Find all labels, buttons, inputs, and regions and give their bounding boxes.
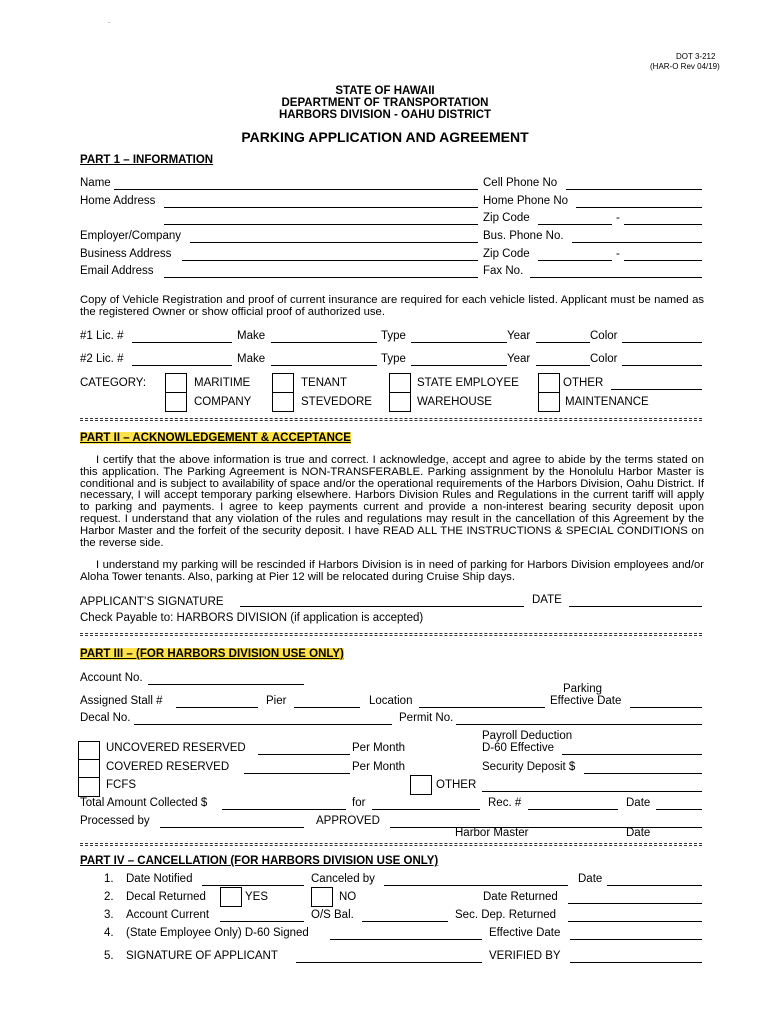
year2-label: Year xyxy=(507,353,531,365)
security-deposit-label: Security Deposit $ xyxy=(482,761,576,773)
section-divider xyxy=(80,633,702,636)
other-checkbox[interactable] xyxy=(538,373,560,393)
company-label: COMPANY xyxy=(194,396,252,408)
color2-label: Color xyxy=(590,353,618,365)
processed-by-label: Processed by xyxy=(80,815,150,827)
approved-label: APPROVED xyxy=(316,815,380,827)
home-phone-label: Home Phone No xyxy=(483,195,569,207)
business-zip-label: Zip Code xyxy=(483,248,530,260)
assigned-stall-field[interactable] xyxy=(176,707,258,708)
tenant-label: TENANT xyxy=(301,377,347,389)
make2-field[interactable] xyxy=(271,365,377,366)
header-department: DEPARTMENT OF TRANSPORTATION xyxy=(281,97,489,109)
make1-field[interactable] xyxy=(271,342,377,343)
assigned-stall-label: Assigned Stall # xyxy=(80,695,163,707)
home-zip-label: Zip Code xyxy=(483,212,530,224)
item2-number: 2. xyxy=(104,891,114,903)
date-notified-field[interactable] xyxy=(202,885,304,886)
no-label: NO xyxy=(339,891,357,903)
verified-by-field[interactable] xyxy=(570,962,702,963)
warehouse-label: WAREHOUSE xyxy=(417,396,492,408)
uncovered-reserved-label: UNCOVERED RESERVED xyxy=(106,742,246,754)
account-no-label: Account No. xyxy=(80,672,143,684)
scan-speck: . xyxy=(108,16,111,25)
type2-label: Type xyxy=(381,353,406,365)
home-zip4-field[interactable] xyxy=(624,224,702,225)
signature-date-label: DATE xyxy=(532,594,562,606)
covered-amount-field[interactable] xyxy=(244,773,350,774)
account-current-field[interactable] xyxy=(220,921,304,922)
bus-phone-field[interactable] xyxy=(572,242,702,243)
type2-field[interactable] xyxy=(411,365,507,366)
part3-other-checkbox[interactable] xyxy=(410,775,432,795)
business-address-field[interactable] xyxy=(182,260,478,261)
fax-field[interactable] xyxy=(530,277,702,278)
part4-effective-date-label: Effective Date xyxy=(489,927,561,939)
approved-date-caption: Date xyxy=(626,827,651,839)
location-field[interactable] xyxy=(419,707,545,708)
applicant-signature-field[interactable] xyxy=(240,606,524,607)
other-field[interactable] xyxy=(611,389,702,390)
zip-dash: - xyxy=(616,248,620,260)
section-divider xyxy=(80,843,702,846)
location-label: Location xyxy=(369,695,413,707)
category-label: CATEGORY: xyxy=(80,377,147,389)
signature-of-applicant-field[interactable] xyxy=(296,962,482,963)
processed-by-field[interactable] xyxy=(160,827,304,828)
part3-title: PART III – (FOR HARBORS DIVISION USE ONLY) xyxy=(80,648,344,660)
home-address-field[interactable] xyxy=(164,207,478,208)
decal-yes-checkbox[interactable] xyxy=(220,887,242,907)
tenant-checkbox[interactable] xyxy=(272,373,294,393)
canceled-date-label: Date xyxy=(578,873,603,885)
signature-date-field[interactable] xyxy=(569,606,702,607)
signature-of-applicant-label: SIGNATURE OF APPLICANT xyxy=(126,950,278,962)
rec-date-label: Date xyxy=(626,797,651,809)
business-zip-field[interactable] xyxy=(538,260,612,261)
rec-field[interactable] xyxy=(528,809,618,810)
header-state: STATE OF HAWAII xyxy=(335,85,435,97)
lic1-label: #1 Lic. # xyxy=(80,330,124,342)
stevedore-label: STEVEDORE xyxy=(301,396,372,408)
employer-label: Employer/Company xyxy=(80,230,181,242)
item1-number: 1. xyxy=(104,873,114,885)
fax-label: Fax No. xyxy=(483,265,524,277)
item3-number: 3. xyxy=(104,909,114,921)
account-current-label: Account Current xyxy=(126,909,210,921)
d60-signed-label: (State Employee Only) D-60 Signed xyxy=(126,927,309,939)
decal-no-checkbox[interactable] xyxy=(311,887,333,907)
cell-phone-field[interactable] xyxy=(566,189,702,190)
security-deposit-field[interactable] xyxy=(584,773,702,774)
uncovered-reserved-checkbox[interactable] xyxy=(78,741,100,761)
covered-reserved-checkbox[interactable] xyxy=(78,759,100,779)
state-employee-label: STATE EMPLOYEE xyxy=(417,377,519,389)
rescind-paragraph: I understand my parking will be rescinded if Harbors Division is in need of parking for Harbors Division employees and/or Aloha Tower tenants. Also, parking at Pier 12 will be relocated during Cruise Ship days. xyxy=(80,559,704,583)
company-checkbox[interactable] xyxy=(165,392,187,412)
maritime-label: MARITIME xyxy=(194,377,251,389)
for-label: for xyxy=(352,797,366,809)
zip-dash: - xyxy=(616,212,620,224)
rec-date-field[interactable] xyxy=(656,809,702,810)
approved-field[interactable] xyxy=(390,827,702,828)
form-revision: (HAR-O Rev 04/19) xyxy=(650,62,720,71)
for-field[interactable] xyxy=(372,809,480,810)
color1-label: Color xyxy=(590,330,618,342)
yes-label: YES xyxy=(245,891,269,903)
make2-label: Make xyxy=(237,353,266,365)
form-code: DOT 3-212 xyxy=(676,52,716,61)
os-bal-label: O/S Bal. xyxy=(311,909,354,921)
decal-no-label: Decal No. xyxy=(80,712,131,724)
page-title: PARKING APPLICATION AND AGREEMENT xyxy=(241,129,529,145)
maintenance-checkbox[interactable] xyxy=(538,392,560,412)
state-employee-checkbox[interactable] xyxy=(389,373,411,393)
permit-no-label: Permit No. xyxy=(399,712,454,724)
year2-field[interactable] xyxy=(536,365,590,366)
uncovered-amount-field[interactable] xyxy=(258,754,350,755)
home-address-line2[interactable] xyxy=(164,224,478,225)
other-label: OTHER xyxy=(563,377,604,389)
make1-label: Make xyxy=(237,330,266,342)
verified-by-label: VERIFIED BY xyxy=(489,950,561,962)
sec-dep-returned-label: Sec. Dep. Returned xyxy=(455,909,557,921)
canceled-date-field[interactable] xyxy=(607,885,702,886)
sec-dep-returned-field[interactable] xyxy=(568,921,702,922)
date-notified-label: Date Notified xyxy=(126,873,193,885)
account-no-field[interactable] xyxy=(148,684,304,685)
harbor-master-caption: Harbor Master xyxy=(455,827,529,839)
part3-other-label: OTHER xyxy=(436,779,477,791)
acknowledgement-paragraph: I certify that the above information is true and correct. I acknowledge, accept and agree to abide by the terms stated on this application. The Parking Agreement is NON-TRANSFERABLE. Parking assignment by the Honolulu Harbor Master is conditional and is subject to availability of space and/or the operational requirements of the Harbors Division, Oahu District. If necessary, I will accept temporary parking elsewhere. Harbors Division Rules and Regulations in the current tariff will apply to parking and payments. I agree to keep payments current and provide a non-interest bearing security deposit upon request. I understand that any violation of the rules and regulations may result in the cancellation of this Agreement by the Harbor Master and the forfeit of the security deposit. I have READ ALL THE INSTRUCTIONS & SPECIAL CONDITIONS on the reverse side. xyxy=(80,454,704,549)
employer-field[interactable] xyxy=(190,242,478,243)
uncovered-per-month-label: Per Month xyxy=(352,742,406,754)
date-returned-label: Date Returned xyxy=(483,891,558,903)
color1-field[interactable] xyxy=(622,342,702,343)
lic2-field[interactable] xyxy=(132,365,232,366)
vehicle-note: Copy of Vehicle Registration and proof of current insurance are required for each vehicle listed. Applicant must be named as the registered Owner or show official proof of authorized use. xyxy=(80,294,704,318)
section-divider xyxy=(80,418,702,421)
check-payable-note: Check Payable to: HARBORS DIVISION (if application is accepted) xyxy=(80,612,424,624)
payroll-deduction-label: Payroll Deduction xyxy=(482,730,573,742)
name-field[interactable] xyxy=(114,189,478,190)
part4-title: PART IV – CANCELLATION (FOR HARBORS DIVISION USE ONLY) xyxy=(80,855,439,867)
d60-effective-field[interactable] xyxy=(562,754,702,755)
business-address-label: Business Address xyxy=(80,248,172,260)
parking-effective-date-field[interactable] xyxy=(630,707,702,708)
home-address-label: Home Address xyxy=(80,195,156,207)
part4-effective-date-field[interactable] xyxy=(570,939,702,940)
color2-field[interactable] xyxy=(622,365,702,366)
applicant-signature-label: APPLICANT’S SIGNATURE xyxy=(80,596,224,608)
part1-title: PART 1 – INFORMATION xyxy=(80,154,214,166)
part2-title: PART II – ACKNOWLEDGEMENT & ACCEPTANCE xyxy=(80,432,351,444)
date-returned-field[interactable] xyxy=(568,903,702,904)
home-phone-field[interactable] xyxy=(576,207,702,208)
header-division: HARBORS DIVISION - OAHU DISTRICT xyxy=(278,109,492,121)
parking-effective-date-label: Effective Date xyxy=(550,695,622,707)
rec-label: Rec. # xyxy=(488,797,522,809)
covered-per-month-label: Per Month xyxy=(352,761,406,773)
total-collected-field[interactable] xyxy=(222,809,346,810)
bus-phone-label: Bus. Phone No. xyxy=(483,230,564,242)
warehouse-checkbox[interactable] xyxy=(389,392,411,412)
type1-label: Type xyxy=(381,330,406,342)
item4-number: 4. xyxy=(104,927,114,939)
name-label: Name xyxy=(80,177,111,189)
cell-phone-label: Cell Phone No xyxy=(483,177,558,189)
email-field[interactable] xyxy=(164,277,478,278)
part3-other-field[interactable] xyxy=(482,791,702,792)
d60-effective-label: D-60 Effective xyxy=(482,742,555,754)
fcfs-label: FCFS xyxy=(106,779,137,791)
home-zip-field[interactable] xyxy=(538,224,612,225)
year1-label: Year xyxy=(507,330,531,342)
item5-number: 5. xyxy=(104,950,114,962)
business-zip4-field[interactable] xyxy=(624,260,702,261)
canceled-by-label: Canceled by xyxy=(311,873,375,885)
lic2-label: #2 Lic. # xyxy=(80,353,124,365)
parking-label: Parking xyxy=(563,683,602,695)
d60-signed-field[interactable] xyxy=(330,939,482,940)
type1-field[interactable] xyxy=(411,342,507,343)
decal-no-field[interactable] xyxy=(134,724,392,725)
year1-field[interactable] xyxy=(536,342,590,343)
canceled-by-field[interactable] xyxy=(384,885,568,886)
total-collected-label: Total Amount Collected $ xyxy=(80,797,208,809)
covered-reserved-label: COVERED RESERVED xyxy=(106,761,230,773)
decal-returned-label: Decal Returned xyxy=(126,891,206,903)
maintenance-label: MAINTENANCE xyxy=(565,396,649,408)
maritime-checkbox[interactable] xyxy=(165,373,187,393)
pier-field[interactable] xyxy=(294,707,360,708)
fcfs-checkbox[interactable] xyxy=(78,777,100,797)
os-bal-field[interactable] xyxy=(362,921,448,922)
permit-no-field[interactable] xyxy=(456,724,702,725)
stevedore-checkbox[interactable] xyxy=(272,392,294,412)
lic1-field[interactable] xyxy=(132,342,232,343)
pier-label: Pier xyxy=(266,695,287,707)
email-label: Email Address xyxy=(80,265,154,277)
